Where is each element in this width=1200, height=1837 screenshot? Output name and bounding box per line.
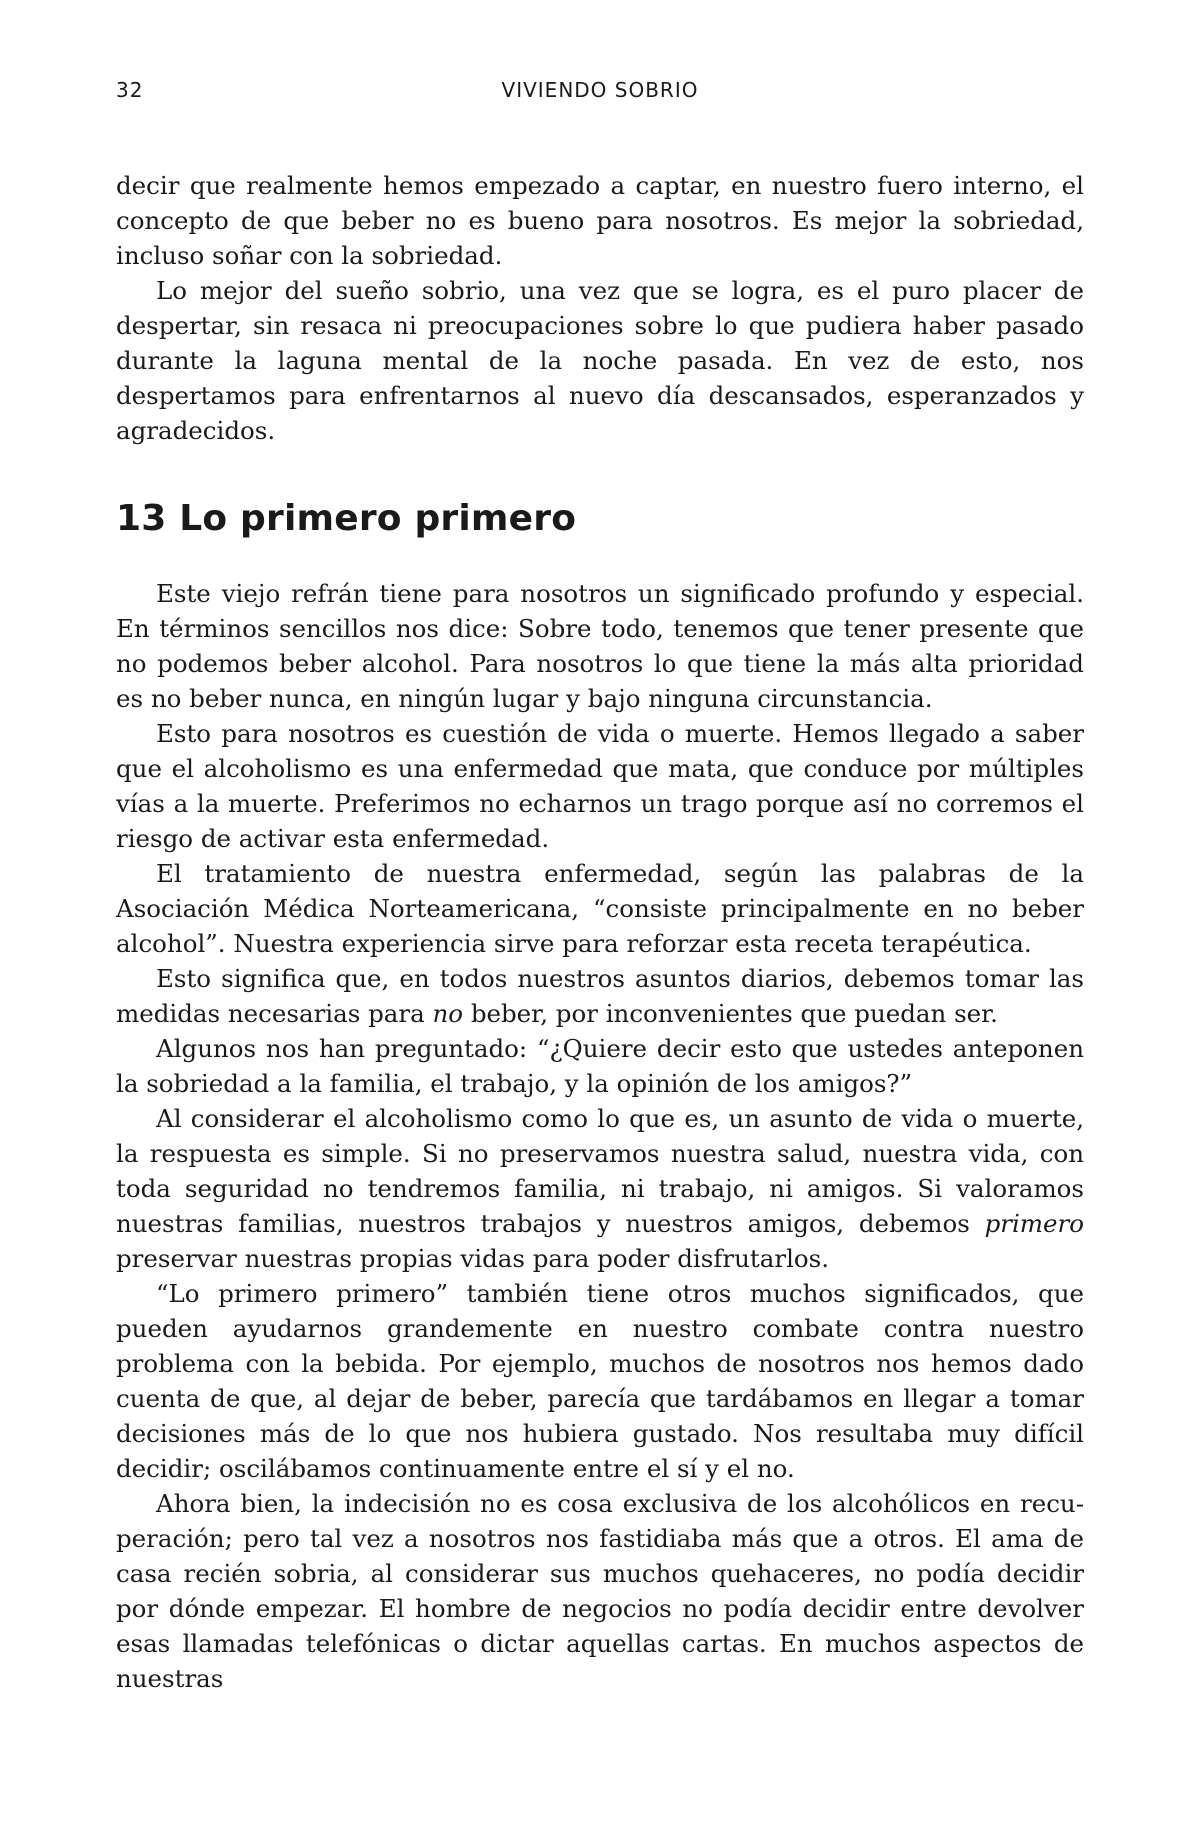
- paragraph: [116, 1101, 1084, 1276]
- paragraph: Ahora bien, la indecisión no es cosa exclusiva de los alcohólicos en recuperación; pero tal vez a nosotros nos fastidiaba más que a otros. El ama de casa recién sobria, al considerar sus muchos quehaceres, no podía decidir por dónde empezar. El hombre de negocios no podía decidir entre devolver esas llamadas telefónicas o dictar aquellas cartas. En muchos aspectos de nuestras: [116, 1489, 1084, 1693]
- paragraph: “Lo primero primero” también tiene otros muchos significados, que pueden ayudarnos grandemente en nuestro combate contra nuestro problema con la bebida. Por ejemplo, muchos de nosotros nos hemos dado cuenta de que, al dejar de beber, parecía que tardábamos en llegar a tomar decisiones más de lo que nos hubiera gustado. Nos resultaba muy difícil decidir; oscilábamos continuamente entre el sí y el no.: [116, 1279, 1084, 1483]
- paragraph: [116, 961, 1084, 1031]
- chapter-text-block: [116, 576, 1084, 1696]
- chapter-heading: 13 Lo primero primero: [116, 498, 577, 539]
- paragraph-text: beber, por inconvenientes que puedan ser.: [463, 999, 998, 1028]
- paragraph: decir que realmente hemos empezado a captar, en nuestro fuero interno, el concepto de que beber no es bueno para nosotros. Es mejor la sobriedad, incluso soñar con la sobriedad.: [116, 171, 1084, 270]
- paragraph-text: preservar nuestras propias vidas para poder disfrutarlos.: [116, 1244, 830, 1273]
- paragraph-text: Al considerar el alcoholismo como lo que es, un asunto de vida o muerte, la respuesta es simple. Si no preservamos nuestra salud, nuestra vida, con toda seguridad no tendremos familia, ni trabajo, ni amigos. Si valoramos nuestras familias, nuestros trabajos y nuestros amigos, debemos: [116, 1104, 1084, 1238]
- emphasized-word: no: [432, 999, 464, 1028]
- paragraph: El tratamiento de nuestra enfermedad, según las palabras de la Asociación Médica Norteamericana, “consiste principalmente en no beber alcohol”. Nuestra experiencia sirve para reforzar esta receta terapéutica.: [116, 859, 1084, 958]
- page-header: [116, 78, 1084, 108]
- running-title: VIVIENDO SOBRIO: [501, 78, 699, 102]
- paragraph: Algunos nos han preguntado: “¿Quiere decir esto que ustedes anteponen la sobriedad a la familia, el trabajo, y la opinión de los amigos?”: [116, 1034, 1084, 1098]
- paragraph: Esto para nosotros es cuestión de vida o muerte. Hemos llegado a saber que el alcoholismo es una enfermedad que mata, que conduce por múltiples vías a la muerte. Preferimos no echarnos un trago porque así no corremos el riesgo de activar esta enfermedad.: [116, 719, 1084, 853]
- emphasized-word: primero: [984, 1209, 1084, 1238]
- paragraph-text: Esto significa que, en todos nuestros asuntos diarios, debemos tomar las medidas necesarias para: [116, 964, 1084, 1028]
- paragraph: Este viejo refrán tiene para nosotros un significado profundo y especial. En términos sencillos nos dice: Sobre todo, tenemos que tener presente que no podemos beber alcohol. Para nosotros lo que tiene la más alta prioridad es no beber nunca, en ningún lugar y bajo ninguna circunstancia.: [116, 579, 1084, 713]
- paragraph: Lo mejor del sueño sobrio, una vez que se logra, es el puro placer de despertar, sin resaca ni preocupaciones sobre lo que pudiera haber pasado durante la laguna mental de la noche pasada. En vez de esto, nos despertamos para enfrentarnos al nuevo día descansados, esperanzados y agradecidos.: [116, 276, 1084, 445]
- intro-text-block: [116, 168, 1084, 448]
- page-number: 32: [116, 78, 144, 102]
